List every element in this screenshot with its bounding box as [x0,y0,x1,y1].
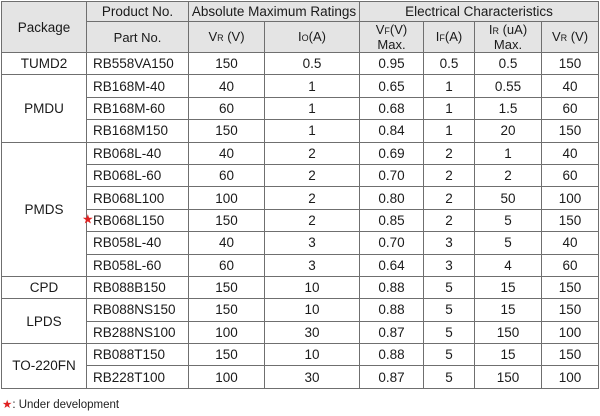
part-no-text: RB068L100 [93,190,165,206]
package-cell: TO-220FN [2,344,87,389]
vr-cell: 60 [189,97,265,119]
footnote-text: : Under development [12,399,120,411]
ir-cell: 1 [475,142,542,164]
header-row-2 [2,22,599,53]
header-vr-abs [189,22,265,53]
under-development-star-icon: ★ [82,212,94,228]
package-cell: PMDU [2,75,87,142]
vr-abs-sub: R [217,32,224,43]
part-no-cell [87,187,189,209]
io-cell: 2 [265,142,360,164]
part-no-cell [87,254,189,276]
io-cell: 30 [265,366,360,388]
ir-main: I [488,22,493,37]
part-no-cell [87,97,189,119]
vr-cell: 150 [189,120,265,142]
vf-cell: 0.85 [360,209,424,231]
vr2-cell: 150 [542,120,599,142]
vr2-cell: 60 [542,164,599,186]
if-sub: F [439,32,445,43]
vf-max: Max. [377,37,406,52]
vr2-cell: 40 [542,142,599,164]
vf-cell: 0.64 [360,254,424,276]
package-cell: LPDS [2,299,87,344]
if-cell: 5 [424,299,475,321]
io-cell: 10 [265,276,360,298]
ir-cell: 5 [475,209,542,231]
io-cell: 3 [265,254,360,276]
part-no-cell [87,142,189,164]
part-no-text: RB088NS150 [93,302,176,318]
if-cell: 2 [424,187,475,209]
part-no-cell [87,53,189,75]
part-no-text: RB168M150 [93,123,169,139]
vr-cell: 60 [189,254,265,276]
vr2-cell: 60 [542,97,599,119]
header-io [265,22,360,53]
if-main: I [435,28,440,44]
part-no-text: RB068L150 [93,212,165,228]
if-cell: 2 [424,164,475,186]
star-icon: ★ [2,399,13,411]
if-cell: 5 [424,321,475,343]
table-row [2,75,599,97]
vr2-cell: 150 [542,344,599,366]
ir-cell: 150 [475,321,542,343]
part-no-cell [87,75,189,97]
part-no-text: RB168M-40 [93,78,166,94]
if-cell: 1 [424,120,475,142]
vf-cell: 0.87 [360,321,424,343]
part-no-text: RB068L-40 [93,145,162,161]
vf-cell: 0.70 [360,164,424,186]
vf-sub: F [384,26,390,36]
io-cell: 1 [265,97,360,119]
table-row [2,254,599,276]
header-row-1 [2,2,599,22]
ir-cell: 20 [475,120,542,142]
header-product-no: Product No. [87,2,189,22]
part-no-cell [87,120,189,142]
if-cell: 2 [424,209,475,231]
part-no-cell [87,321,189,343]
vr-el-unit: (V) [567,28,589,44]
ir-cell: 5 [475,232,542,254]
package-cell: PMDS [2,142,87,276]
vr-cell: 150 [189,299,265,321]
part-no-text: RB288NS100 [93,324,176,340]
table-row [2,366,599,388]
package-cell: CPD [2,276,87,298]
vf-cell: 0.84 [360,120,424,142]
vr-cell: 100 [189,366,265,388]
table-row [2,299,599,321]
vr-cell: 150 [189,209,265,231]
vf-main: V [375,22,385,37]
ir-cell: 15 [475,344,542,366]
table-row [2,120,599,142]
table-row [2,344,599,366]
part-no-text: RB088T150 [93,347,166,363]
io-cell: 1 [265,75,360,97]
io-cell: 2 [265,164,360,186]
vr-cell: 100 [189,187,265,209]
vr-cell: 100 [189,321,265,343]
ir-cell: 0.5 [475,53,542,75]
footnote [2,397,119,411]
vf-cell: 0.88 [360,276,424,298]
vr2-cell: 150 [542,276,599,298]
vr-abs-main: V [208,28,218,44]
ir-cell: 15 [475,276,542,298]
part-no-text: RB068L-60 [93,168,162,184]
io-sub: O [301,32,309,43]
table-row [2,209,599,231]
vf-cell: 0.69 [360,142,424,164]
io-cell: 2 [265,209,360,231]
vr2-cell: 60 [542,254,599,276]
if-cell: 1 [424,75,475,97]
io-unit: (A) [308,28,326,44]
header-vr-el [542,22,599,53]
table-row [2,53,599,75]
table-row [2,142,599,164]
if-cell: 0.5 [424,53,475,75]
vf-cell: 0.68 [360,97,424,119]
vr2-cell: 40 [542,232,599,254]
vf-cell: 0.87 [360,366,424,388]
ir-unit: (uA) [498,22,528,37]
vr-cell: 150 [189,344,265,366]
header-if [424,22,475,53]
vr-cell: 150 [189,276,265,298]
table-row [2,164,599,186]
vr2-cell: 150 [542,53,599,75]
table-row [2,187,599,209]
header-absolute-maximum-ratings: Absolute Maximum Ratings [189,2,360,22]
ir-cell: 0.55 [475,75,542,97]
ir-cell: 150 [475,366,542,388]
header-vf [360,22,424,53]
vr-cell: 40 [189,142,265,164]
diode-spec-table [1,1,599,389]
package-cell: TUMD2 [2,53,87,75]
ir-cell: 4 [475,254,542,276]
vf-cell: 0.70 [360,232,424,254]
part-no-text: RB168M-60 [93,100,166,116]
ir-sub: R [492,26,499,36]
if-cell: 5 [424,344,475,366]
if-unit: (A) [444,28,463,44]
part-no-cell [87,232,189,254]
table-row [2,232,599,254]
vr-cell: 40 [189,232,265,254]
vr2-cell: 40 [542,75,599,97]
part-no-cell [87,164,189,186]
part-no-cell [87,276,189,298]
if-cell: 5 [424,366,475,388]
vr2-cell: 100 [542,321,599,343]
table-row [2,276,599,298]
vr2-cell: 100 [542,366,599,388]
io-main: I [298,28,302,44]
vf-cell: 0.88 [360,299,424,321]
io-cell: 1 [265,120,360,142]
if-cell: 2 [424,142,475,164]
vr-el-sub: R [560,32,568,43]
part-no-text: RB558VA150 [93,56,174,72]
if-cell: 3 [424,232,475,254]
header-part-no: Part No. [87,22,189,53]
io-cell: 30 [265,321,360,343]
ir-cell: 50 [475,187,542,209]
io-cell: 10 [265,344,360,366]
part-no-cell [87,344,189,366]
header-ir [475,22,542,53]
part-no-cell [87,366,189,388]
vr-cell: 150 [189,53,265,75]
table-body [2,53,599,389]
vr2-cell: 100 [542,187,599,209]
part-no-cell [87,299,189,321]
vr-abs-unit: (V) [223,28,245,44]
if-cell: 5 [424,276,475,298]
part-no-text: RB088B150 [93,280,166,296]
vf-cell: 0.95 [360,53,424,75]
vf-cell: 0.80 [360,187,424,209]
io-cell: 10 [265,299,360,321]
vr2-cell: 150 [542,299,599,321]
io-cell: 0.5 [265,53,360,75]
io-cell: 3 [265,232,360,254]
vr-cell: 40 [189,75,265,97]
part-no-text: RB058L-40 [93,235,162,251]
vf-unit: (V) [389,22,408,37]
part-no-text: RB228T100 [93,369,166,385]
part-no-cell [82,209,189,231]
table-row [2,321,599,343]
vr2-cell: 150 [542,209,599,231]
table-row [2,97,599,119]
header-package: Package [2,2,87,53]
vf-cell: 0.65 [360,75,424,97]
io-cell: 2 [265,187,360,209]
ir-cell: 15 [475,299,542,321]
header-electrical-characteristics: Electrical Characteristics [360,2,599,22]
vr-cell: 60 [189,164,265,186]
vr-el-main: V [551,28,561,44]
ir-cell: 1.5 [475,97,542,119]
part-no-text: RB058L-60 [93,257,162,273]
if-cell: 3 [424,254,475,276]
ir-cell: 2 [475,164,542,186]
vf-cell: 0.88 [360,344,424,366]
ir-max: Max. [493,37,523,52]
if-cell: 1 [424,97,475,119]
